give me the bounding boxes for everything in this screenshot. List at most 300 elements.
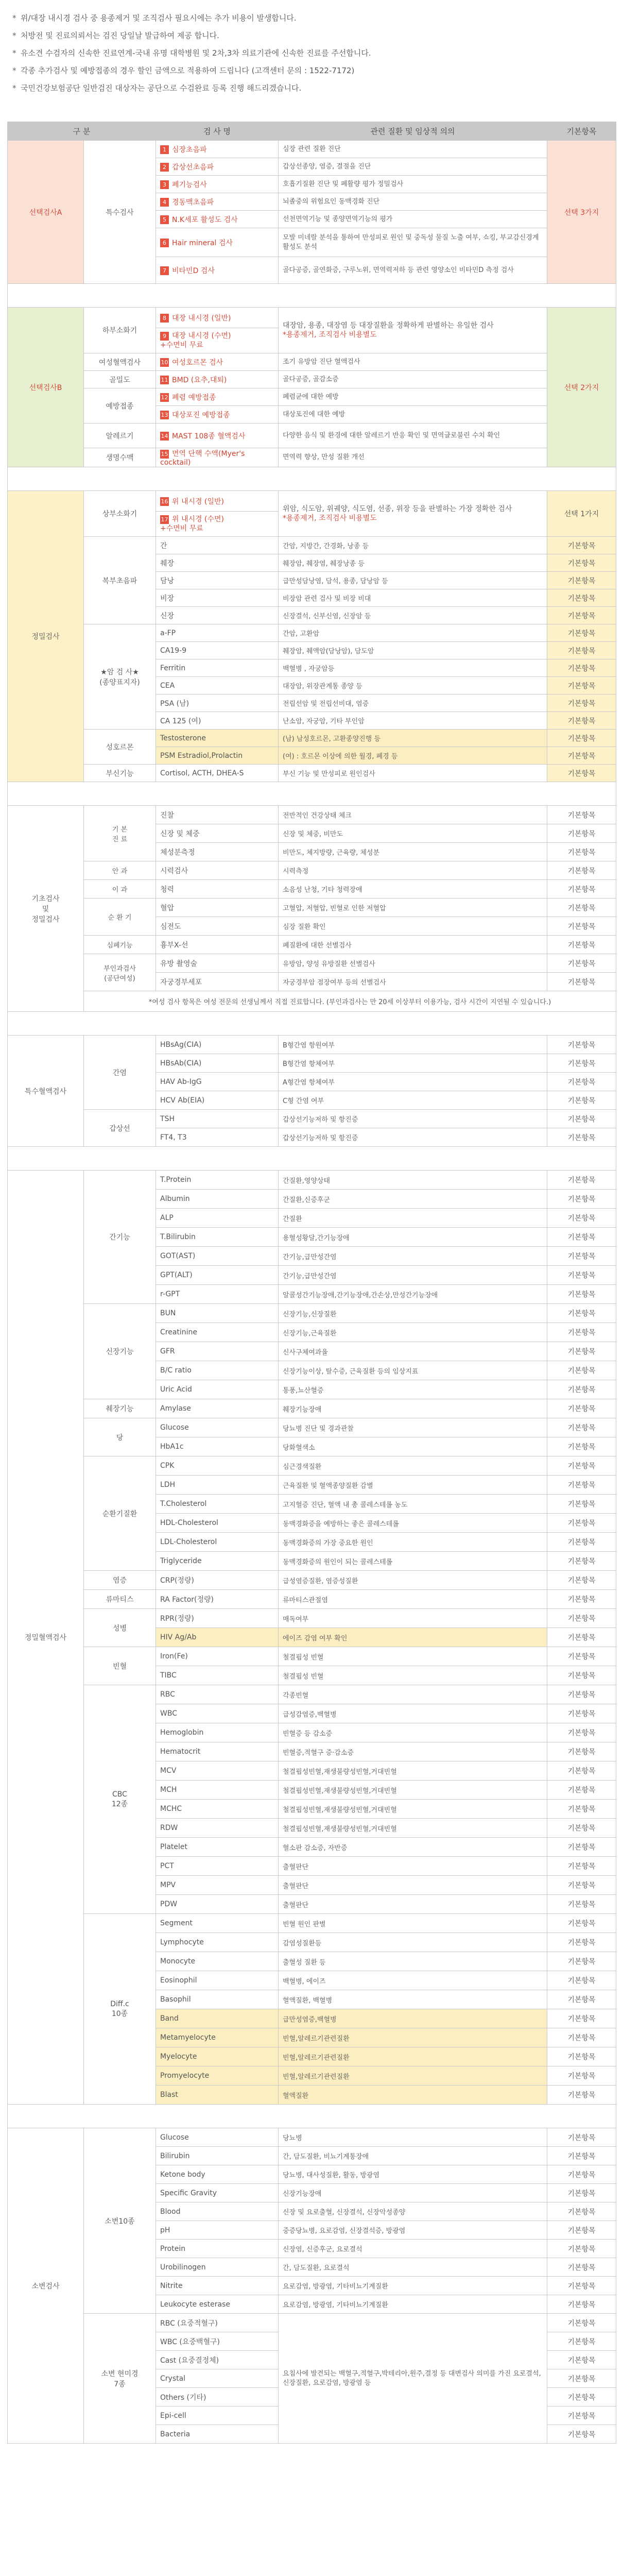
test-name-cell [156, 512, 279, 537]
base-item-cell: 기본항목 [547, 880, 616, 899]
number-badge: 5 [160, 215, 169, 224]
number-badge: 11 [161, 377, 168, 383]
test-desc-cell: 출혈성 질환 등 [279, 1952, 547, 1971]
test-name-cell: Protein [156, 2240, 279, 2258]
table-row [8, 2314, 616, 2332]
test-label: 위 내시경 (수면) [172, 515, 224, 523]
test-name-cell: Albumin [156, 1190, 279, 1209]
test-desc-cell: 전반적인 건강상태 체크 [279, 806, 547, 824]
test-desc-cell: 고지혈증 진단, 혈액 내 총 콜레스테롤 농도 [279, 1495, 547, 1514]
test-name-cell: Glucose [156, 1418, 279, 1437]
test-desc-cell: 통풍,뇨산혈증 [279, 1380, 547, 1399]
test-label: 위 내시경 (일반) [172, 497, 224, 506]
test-label: 폐렴 예방접종 [172, 393, 216, 402]
test-name-cell: Cast (요중결정체) [156, 2351, 279, 2369]
category-cell: 선택검사B [8, 308, 84, 467]
number-badge: 13 [161, 412, 168, 418]
base-item-cell: 기본항목 [547, 1781, 616, 1800]
table-row [8, 2128, 616, 2147]
base-item-cell: 기본항목 [547, 537, 616, 554]
table-row [8, 1590, 616, 1609]
checkup-table [7, 122, 616, 2444]
base-item-cell: 기본항목 [547, 607, 616, 624]
header-base: 기본항목 [547, 122, 616, 141]
table-row [8, 899, 616, 917]
table-row [8, 1647, 616, 1666]
test-desc-cell: 요로감염, 방광염, 기타비뇨기계질환 [279, 2277, 547, 2295]
subcategory-cell: 염증 [84, 1571, 156, 1590]
base-item-cell: 기본항목 [547, 1666, 616, 1685]
section-gap [8, 1012, 616, 1036]
test-desc-cell: 철결핍성 빈혈 [279, 1647, 547, 1666]
test-label: 비타민D 검사 [172, 266, 215, 275]
desc-text: 대장암, 용종, 대장염 등 대장질환을 정확하게 판별하는 유일한 검사 [283, 321, 494, 330]
base-item-cell: 기본항목 [547, 899, 616, 917]
test-desc-cell: 동맥경화증의 원인이 되는 콜레스테롤 [279, 1552, 547, 1571]
test-name-cell: 체성분측정 [156, 843, 279, 861]
test-desc-cell: 갑상선종양, 염증, 결절을 진단 [279, 158, 547, 176]
test-desc-cell: (여) : 호르몬 이상에 의한 월경, 폐경 등 [279, 747, 547, 765]
category-cell: 정밀검사 [8, 491, 84, 782]
test-name-cell: Others (기타) [156, 2388, 279, 2406]
test-desc-cell: 조기 유방암 진단 혈액검사 [279, 353, 547, 371]
test-desc-cell: 갑상선기능저하 및 항진증 [279, 1128, 547, 1147]
test-name-cell: 청력 [156, 880, 279, 899]
number-badge: 1 [160, 145, 169, 154]
base-item-cell: 기본항목 [547, 712, 616, 730]
test-name-cell: HDL-Cholesterol [156, 1514, 279, 1533]
test-name-cell: a-FP [156, 624, 279, 642]
selection-cell: 선택 1가지 [547, 491, 616, 537]
table-row [8, 991, 616, 1012]
test-desc-cell: 철결핍성빈혈,재생불량성빈혈,거대빈혈 [279, 1761, 547, 1781]
category-cell: 특수혈액검사 [8, 1036, 84, 1147]
base-item-cell: 기본항목 [547, 2221, 616, 2240]
category-cell: 선택검사A [8, 141, 84, 284]
base-item-cell: 기본항목 [547, 1190, 616, 1209]
test-desc-cell: 부신 기능 및 만성피로 원인검사 [279, 765, 547, 782]
subcategory-cell: 소변 현미경 7종 [84, 2314, 156, 2444]
test-desc-cell: 빈혈증 등 감소증 [279, 1723, 547, 1742]
number-badge: 2 [160, 163, 169, 172]
test-desc-cell: 당뇨병, 대사성질환, 활동, 방광염 [279, 2165, 547, 2184]
test-name-cell: Band [156, 2009, 279, 2028]
test-name-cell: r-GPT [156, 1285, 279, 1304]
test-name-cell: Crystal [156, 2369, 279, 2388]
base-item-cell: 기본항목 [547, 2047, 616, 2066]
table-row [8, 1304, 616, 1323]
base-item-cell: 기본항목 [547, 1552, 616, 1571]
test-desc-cell: 시력측정 [279, 861, 547, 880]
number-badge: 16 [161, 498, 168, 505]
base-item-cell: 기본항목 [547, 2028, 616, 2047]
base-item-cell: 기본항목 [547, 1514, 616, 1533]
test-desc-cell: 간암, 지방간, 간경화, 낭종 등 [279, 537, 547, 554]
subcategory-cell: 순환기질환 [84, 1456, 156, 1571]
base-item-cell: 기본항목 [547, 2425, 616, 2444]
test-name-cell: Metamyelocyte [156, 2028, 279, 2047]
test-label: 경동맥초음파 [172, 198, 214, 207]
table-row [8, 1036, 616, 1054]
test-name-cell [156, 308, 279, 328]
test-desc-cell: 췌장기능장애 [279, 1399, 547, 1418]
test-desc-cell: 백혈병 , 자궁암등 [279, 659, 547, 677]
test-desc-cell: 혈소판 감소증, 자반증 [279, 1838, 547, 1857]
test-name-cell: 유방 촬영술 [156, 954, 279, 973]
test-name-cell: Hematocrit [156, 1742, 279, 1761]
numbered-test [160, 498, 224, 506]
base-item-cell: 기본항목 [547, 730, 616, 747]
numbered-test [160, 432, 245, 440]
subcategory-cell: CBC 12종 [84, 1685, 156, 1914]
test-name-cell: WBC [156, 1704, 279, 1723]
test-desc-cell: 신장기능장애 [279, 2184, 547, 2202]
base-item-cell: 기본항목 [547, 1361, 616, 1380]
test-name-cell: HCV Ab(EIA) [156, 1091, 279, 1110]
base-item-cell: 기본항목 [547, 1437, 616, 1456]
test-name-cell: PCT [156, 1857, 279, 1876]
base-item-cell: 기본항목 [547, 1073, 616, 1091]
test-desc-cell: 용혈성황달,간기능장애 [279, 1228, 547, 1247]
numbered-test [160, 216, 238, 224]
base-item-cell: 기본항목 [547, 2202, 616, 2221]
sedation-note: +수면비 무료 [160, 341, 203, 349]
test-desc-cell: 대상포진에 대한 예방 [279, 406, 547, 423]
test-desc-cell: 당뇨병 진단 및 경과관찰 [279, 1418, 547, 1437]
sedation-note: +수면비 무료 [160, 524, 203, 533]
base-item-cell: 기본항목 [547, 1647, 616, 1666]
base-item-cell: 기본항목 [547, 1761, 616, 1781]
base-item-cell: 기본항목 [547, 1228, 616, 1247]
subcategory-cell: 생명수맥 [84, 448, 156, 467]
test-desc-cell: 철결핍성빈혈,재생불량성빈혈,거대빈혈 [279, 1800, 547, 1819]
numbered-test [160, 332, 231, 340]
test-name-cell: RBC (요중적혈구) [156, 2314, 279, 2332]
subcategory-cell: 부인과검사 (공단여성) [84, 954, 156, 991]
base-item-cell: 기본항목 [547, 2240, 616, 2258]
test-desc-cell: 선천면역기능 및 종양면역기능의 평가 [279, 211, 547, 228]
test-name-cell: Nitrite [156, 2277, 279, 2295]
test-name-cell: Creatinine [156, 1323, 279, 1342]
base-item-cell: 기본항목 [547, 2147, 616, 2165]
test-desc-cell: 모발 미네랄 분석을 통하여 만성피로 원인 및 중독성 물질 노출 여부, 쇼킹, 부교감신경계 활성도 분석 [279, 228, 547, 257]
test-desc-cell: 폐렴균에 대한 예방 [279, 388, 547, 406]
test-desc-cell: 간, 담도질환, 요로결석 [279, 2258, 547, 2277]
base-item-cell: 기본항목 [547, 1036, 616, 1054]
table-row [8, 1685, 616, 1704]
base-item-cell: 기본항목 [547, 2009, 616, 2028]
table-row [8, 1171, 616, 1190]
table-row [8, 954, 616, 973]
test-name-cell: Myelocyte [156, 2047, 279, 2066]
base-item-cell: 기본항목 [547, 1876, 616, 1895]
test-name-cell: pH [156, 2221, 279, 2240]
test-desc-cell: 갑상선기능저하 및 항진증 [279, 1110, 547, 1128]
table-row [8, 308, 616, 328]
base-item-cell: 기본항목 [547, 1399, 616, 1418]
selection-cell: 선택 3가지 [547, 141, 616, 284]
test-name-cell: GOT(AST) [156, 1247, 279, 1266]
test-name-cell: FT4, T3 [156, 1128, 279, 1147]
base-item-cell: 기본항목 [547, 2086, 616, 2105]
test-desc-cell: 에이즈 감염 여부 확인 [279, 1628, 547, 1647]
base-item-cell: 기본항목 [547, 677, 616, 694]
test-name-cell: GPT(ALT) [156, 1266, 279, 1285]
base-item-cell: 기본항목 [547, 2332, 616, 2351]
test-name-cell [156, 228, 279, 257]
test-desc-cell: 신장기능이상, 탈수증, 근육질환 등의 임상지표 [279, 1361, 547, 1380]
subcategory-cell: 심폐기능 [84, 936, 156, 954]
test-name-cell: HAV Ab-IgG [156, 1073, 279, 1091]
base-item-cell: 기본항목 [547, 1800, 616, 1819]
numbered-test [160, 515, 224, 523]
header-significance: 관련 질환 및 임상적 의의 [279, 122, 547, 141]
test-name-cell: WBC (요중백혈구) [156, 2332, 279, 2351]
test-desc-cell: 중증당뇨병, 요로감염, 신장결석증, 방광염 [279, 2221, 547, 2240]
test-label: 대장 내시경 (수면) [172, 332, 231, 340]
base-item-cell: 기본항목 [547, 747, 616, 765]
test-desc-cell: 당화혈색소 [279, 1437, 547, 1456]
table-row [8, 1914, 616, 1933]
test-desc-cell: 간기능,급만성간염 [279, 1247, 547, 1266]
test-name-cell: Eosinophil [156, 1971, 279, 1990]
test-name-cell [156, 211, 279, 228]
test-desc-cell: 간기능,급만성간염 [279, 1266, 547, 1285]
table-row [8, 765, 616, 782]
base-item-cell: 기본항목 [547, 936, 616, 954]
base-item-cell: 기본항목 [547, 1857, 616, 1876]
test-label: 심장초음파 [172, 145, 207, 154]
test-desc-cell: 각종빈혈 [279, 1685, 547, 1704]
base-item-cell: 기본항목 [547, 1628, 616, 1647]
base-item-cell: 기본항목 [547, 824, 616, 843]
test-desc-cell: 골다공증, 골감소증 [279, 371, 547, 388]
test-name-cell [156, 423, 279, 448]
test-name-cell: Blast [156, 2086, 279, 2105]
base-item-cell: 기본항목 [547, 1054, 616, 1073]
test-name-cell: 신장 및 체중 [156, 824, 279, 843]
test-desc-cell: 뇌졸중의 위험요인 동맥경화 진단 [279, 193, 547, 211]
test-desc-cell: 췌장암, 췌액암(담낭암), 담도암 [279, 642, 547, 659]
header-category: 구 분 [8, 122, 156, 141]
desc-note: *용종제거, 조직검사 비용별도 [283, 331, 377, 339]
base-item-cell: 기본항목 [547, 1952, 616, 1971]
test-name-cell: Hemoglobin [156, 1723, 279, 1742]
base-item-cell: 기본항목 [547, 2369, 616, 2388]
test-desc-cell: 소음성 난청, 기타 청력장애 [279, 880, 547, 899]
desc-note: *용종제거, 조직검사 비용별도 [283, 514, 377, 522]
test-desc-cell: A형간염 항체여부 [279, 1073, 547, 1091]
test-desc-cell: (남) 남성호르몬, 고환종양진행 등 [279, 730, 547, 747]
test-name-cell: PSM Estradiol,Prolactin [156, 747, 279, 765]
test-name-cell [156, 406, 279, 423]
base-item-cell: 기본항목 [547, 1571, 616, 1590]
desc-text: 위암, 식도암, 위궤양, 식도염, 선종, 위장 등을 판별하는 가장 정확한 검사 [283, 505, 512, 513]
test-desc-cell: 심장 질환 확인 [279, 917, 547, 936]
test-desc-cell [279, 308, 547, 353]
test-name-cell: Amylase [156, 1399, 279, 1418]
number-badge: 15 [161, 450, 168, 457]
test-name-cell: GFR [156, 1342, 279, 1361]
base-item-cell: 기본항목 [547, 1933, 616, 1952]
test-name-cell: Cortisol, ACTH, DHEA-S [156, 765, 279, 782]
test-name-cell: Blood [156, 2202, 279, 2221]
numbered-test [160, 376, 227, 384]
base-item-cell: 기본항목 [547, 572, 616, 589]
test-desc-cell: 대장암, 위장관계통 종양 등 [279, 677, 547, 694]
test-name-cell [156, 193, 279, 211]
number-badge: 6 [160, 239, 169, 247]
test-desc-cell: 빈혈,알레르기관련질환 [279, 2066, 547, 2086]
base-item-cell: 기본항목 [547, 1323, 616, 1342]
test-name-cell: 심전도 [156, 917, 279, 936]
test-name-cell: RA Factor(정량) [156, 1590, 279, 1609]
base-item-cell: 기본항목 [547, 2277, 616, 2295]
base-item-cell: 기본항목 [547, 2351, 616, 2369]
base-item-cell: 기본항목 [547, 589, 616, 607]
test-name-cell: Epi-cell [156, 2406, 279, 2425]
subcategory-cell: 성호르몬 [84, 730, 156, 765]
test-name-cell: Urobilinogen [156, 2258, 279, 2277]
section-gap [8, 2105, 616, 2128]
test-name-cell: PSA (남) [156, 694, 279, 712]
subcategory-cell: 간염 [84, 1036, 156, 1110]
test-name-cell: Bacteria [156, 2425, 279, 2444]
notice-item: * 처방전 및 진료의뢰서는 검진 당일날 발급하여 제공 합니다. [7, 27, 616, 44]
subcategory-cell: 이 과 [84, 880, 156, 899]
subcategory-cell: 순 환 기 [84, 899, 156, 936]
test-desc-cell: 류마티스관절염 [279, 1590, 547, 1609]
base-item-cell: 기본항목 [547, 1971, 616, 1990]
test-name-cell: Testosterone [156, 730, 279, 747]
test-desc-cell: 빈혈,알레르기관련질환 [279, 2047, 547, 2066]
base-item-cell: 기본항목 [547, 659, 616, 677]
test-name-cell: 흉부X-선 [156, 936, 279, 954]
test-name-cell: Bilirubin [156, 2147, 279, 2165]
test-desc-cell [279, 491, 547, 537]
base-item-cell: 기본항목 [547, 765, 616, 782]
test-label: 면역 단핵 수액(Myer's cocktail) [160, 450, 245, 467]
test-desc-cell: 심근경색질환 [279, 1456, 547, 1476]
table-row [8, 448, 616, 467]
test-desc-cell: 빈혈 원인 판별 [279, 1914, 547, 1933]
test-desc-cell: 심장 관련 질환 진단 [279, 141, 547, 158]
notice-item: * 각종 추가검사 및 예방접종의 경우 할인 금액으로 적용하여 드립니다 (고객센터 문의 : 1522-7172) [7, 62, 616, 79]
test-desc-cell: 신사구체여과율 [279, 1342, 547, 1361]
table-row [8, 1456, 616, 1476]
test-label: MAST 108종 혈액검사 [172, 432, 246, 440]
base-item-cell: 기본항목 [547, 2128, 616, 2147]
base-item-cell: 기본항목 [547, 1110, 616, 1128]
table-row [8, 491, 616, 512]
test-desc-cell: 다양한 음식 및 환경에 대한 알레르기 반응 확인 및 면역글로불린 수치 확인 [279, 423, 547, 448]
test-desc-cell: 골다공증, 골연화증, 구루노위, 면역력저하 등 관련 영양소인 비타민D 측정 검사 [279, 257, 547, 284]
base-item-cell: 기본항목 [547, 1266, 616, 1285]
base-item-cell: 기본항목 [547, 1533, 616, 1552]
base-item-cell: 기본항목 [547, 2295, 616, 2314]
subcategory-cell: Diff.c 10종 [84, 1914, 156, 2105]
subcategory-cell: 갑상선 [84, 1110, 156, 1147]
test-desc-cell: 간질환,신증후군 [279, 1190, 547, 1209]
test-name-cell [156, 448, 279, 467]
subcategory-cell: 예방접종 [84, 388, 156, 423]
numbered-test [160, 267, 215, 275]
test-desc-cell: 당뇨병 [279, 2128, 547, 2147]
header-test-name: 검 사 명 [156, 122, 279, 141]
table-row [8, 730, 616, 747]
subcategory-cell: 성병 [84, 1609, 156, 1647]
test-name-cell: Ferritin [156, 659, 279, 677]
test-name-cell: Triglyceride [156, 1552, 279, 1571]
base-item-cell: 기본항목 [547, 1285, 616, 1304]
base-item-cell: 기본항목 [547, 1590, 616, 1609]
test-name-cell: Monocyte [156, 1952, 279, 1971]
test-name-cell: T.Bilirubin [156, 1228, 279, 1247]
test-name-cell: Specific Gravity [156, 2184, 279, 2202]
test-name-cell: Glucose [156, 2128, 279, 2147]
category-cell: 소변검사 [8, 2128, 84, 2444]
numbered-test [160, 198, 214, 207]
table-row [8, 806, 616, 824]
notice-item: * 유소견 수검자의 신속한 진료연계-국내 유명 대학병원 및 2차,3차 의료기관에 신속한 진료를 주선합니다. [7, 44, 616, 62]
base-item-cell: 기본항목 [547, 1247, 616, 1266]
test-label: 대상포진 예방접종 [172, 411, 230, 419]
test-name-cell: CPK [156, 1456, 279, 1476]
base-item-cell: 기본항목 [547, 2066, 616, 2086]
number-badge: 8 [160, 314, 169, 323]
test-name-cell: Promyelocyte [156, 2066, 279, 2086]
test-desc-cell: 출혈판단 [279, 1876, 547, 1895]
test-name-cell: HIV Ag/Ab [156, 1628, 279, 1647]
base-item-cell: 기본항목 [547, 1304, 616, 1323]
table-row [8, 141, 616, 158]
test-desc-cell: 철결핍성빈혈,재생불량성빈혈,거대빈혈 [279, 1819, 547, 1838]
numbered-test [160, 450, 245, 467]
base-item-cell: 기본항목 [547, 2184, 616, 2202]
test-desc-cell: 급성염증질환, 염증성질환 [279, 1571, 547, 1590]
test-name-cell: BUN [156, 1304, 279, 1323]
test-desc-cell: 급만성담낭염, 담석, 용종, 담낭암 등 [279, 572, 547, 589]
test-label: BMD (요추,대퇴) [172, 376, 227, 384]
test-name-cell: TSH [156, 1110, 279, 1128]
test-name-cell: TIBC [156, 1666, 279, 1685]
table-row [8, 1418, 616, 1437]
base-item-cell: 기본항목 [547, 1171, 616, 1190]
test-name-cell: 시력검사 [156, 861, 279, 880]
subcategory-cell: 신장기능 [84, 1304, 156, 1399]
table-row [8, 624, 616, 642]
number-badge: 12 [161, 394, 168, 401]
category-cell: 기초검사 및 정밀검사 [8, 806, 84, 1012]
test-name-cell [156, 257, 279, 284]
test-name-cell: RPR(정량) [156, 1609, 279, 1628]
test-name-cell: Leukocyte esterase [156, 2295, 279, 2314]
test-name-cell: 담낭 [156, 572, 279, 589]
numbered-test [160, 146, 207, 154]
number-badge: 4 [160, 198, 169, 207]
section-gap [8, 284, 616, 308]
number-badge: 14 [161, 433, 168, 439]
table-row [8, 1399, 616, 1418]
base-item-cell: 기본항목 [547, 1476, 616, 1495]
test-desc-cell: 출혈판단 [279, 1857, 547, 1876]
subcategory-cell: 상부소화기 [84, 491, 156, 537]
test-label: N.K세포 활성도 검사 [172, 215, 238, 224]
base-item-cell: 기본항목 [547, 2314, 616, 2332]
test-desc-cell: 신장결석, 신부신염, 신장암 등 [279, 607, 547, 624]
number-badge: 17 [161, 516, 168, 523]
test-name-cell [156, 371, 279, 388]
